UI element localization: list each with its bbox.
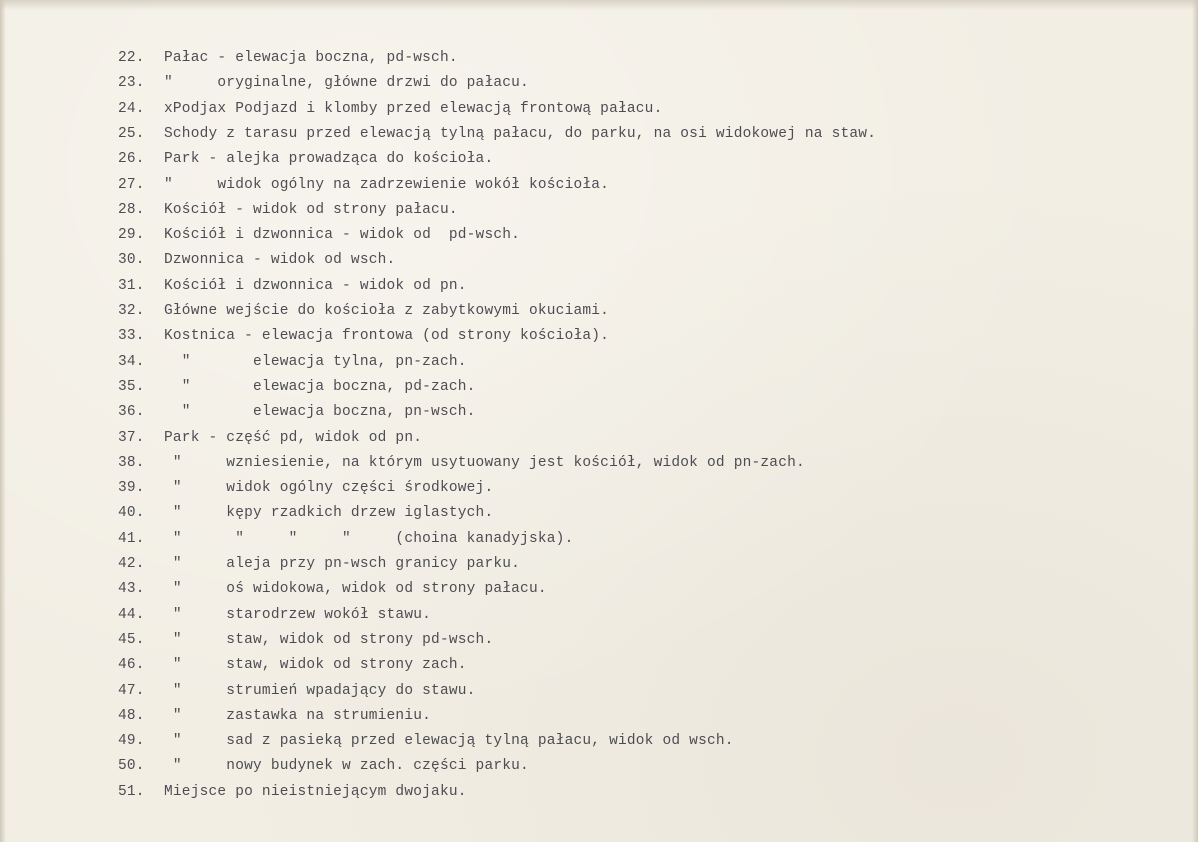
- entry-number: 45.: [118, 631, 145, 648]
- entry-text: " staw, widok od strony pd-wsch.: [164, 631, 494, 648]
- entry-number: 39.: [118, 480, 145, 497]
- entry-text: " elewacja boczna, pn-wsch.: [164, 404, 476, 421]
- entry-text: " aleja przy pn-wsch granicy parku.: [164, 556, 521, 572]
- entry-text: Kościół i dzwonnica - widok od pn.: [164, 277, 467, 294]
- entry-number: 32.: [118, 303, 145, 319]
- entry-text: " oś widokowa, widok od strony pałacu.: [164, 581, 547, 598]
- entry-text: Park - część pd, widok od pn.: [164, 429, 423, 446]
- entry-number: 25.: [118, 125, 145, 142]
- entry-number: 30.: [118, 252, 145, 269]
- entry-number: 37.: [118, 429, 145, 446]
- entry-number: 44.: [118, 606, 145, 623]
- entry-text: " elewacja boczna, pd-zach.: [164, 378, 476, 395]
- entry-number: 46.: [118, 657, 145, 674]
- entry-number: 51.: [118, 783, 145, 800]
- entry-text: Miejsce po nieistniejącym dwojaku.: [164, 783, 467, 800]
- entry-number: 38.: [118, 454, 145, 471]
- entry-number: 49.: [118, 733, 145, 750]
- entry-number: 24.: [118, 100, 145, 117]
- entry-text: " zastawka na strumieniu.: [164, 707, 432, 724]
- entry-text: " nowy budynek w zach. części parku.: [164, 758, 529, 775]
- entry-text: xPodjax Podjazd i klomby przed elewacją frontową pałacu.: [164, 100, 663, 117]
- entry-number: 43.: [118, 581, 145, 598]
- entry-number: 42.: [118, 556, 145, 572]
- entry-text: " elewacja tylna, pn-zach.: [164, 353, 467, 370]
- entry-number: 35.: [118, 378, 145, 395]
- entry-text: Główne wejście do kościoła z zabytkowymi okuciami.: [164, 303, 610, 319]
- entry-text: " widok ogólny części środkowej.: [164, 480, 494, 497]
- entry-number: 41.: [118, 530, 145, 547]
- entry-text: " starodrzew wokół stawu.: [164, 606, 432, 623]
- entry-number: 29.: [118, 227, 145, 244]
- entry-number: 26.: [118, 151, 145, 168]
- entry-number: 28.: [118, 201, 145, 218]
- paper-edge-right: [1192, 0, 1198, 842]
- entry-text: " sad z pasieką przed elewacją tylną pałacu, widok od wsch.: [164, 733, 734, 750]
- entry-text: " widok ogólny na zadrzewienie wokół kościoła.: [164, 176, 610, 193]
- entry-number: 23.: [118, 75, 145, 92]
- entry-text: " oryginalne, główne drzwi do pałacu.: [164, 75, 529, 92]
- entry-text: Kościół i dzwonnica - widok od pd-wsch.: [164, 227, 521, 244]
- entry-text: " wzniesienie, na którym usytuowany jest kościół, widok od pn-zach.: [164, 454, 805, 471]
- paper-edge-left: [0, 0, 6, 842]
- entry-number: 27.: [118, 176, 145, 193]
- entry-number: 34.: [118, 353, 145, 370]
- entry-text: Pałac - elewacja boczna, pd-wsch.: [164, 50, 458, 66]
- entry-number: 48.: [118, 707, 145, 724]
- entry-number: 40.: [118, 505, 145, 522]
- entry-number: 22.: [118, 50, 145, 66]
- paper-edge-top: [0, 0, 1198, 10]
- entry-text: Kostnica - elewacja frontowa (od strony kościoła).: [164, 328, 610, 345]
- entry-text: " kępy rzadkich drzew iglastych.: [164, 505, 494, 522]
- entry-text: Kościół - widok od strony pałacu.: [164, 201, 458, 218]
- entry-text: Dzwonnica - widok od wsch.: [164, 252, 396, 269]
- entry-number: 31.: [118, 277, 145, 294]
- entry-text: " strumień wpadający do stawu.: [164, 682, 476, 699]
- entry-text: " " " " (choina kanadyjska).: [164, 530, 574, 547]
- entry-text: Park - alejka prowadząca do kościoła.: [164, 151, 494, 168]
- entry-number: 50.: [118, 758, 145, 775]
- entry-number: 47.: [118, 682, 145, 699]
- entry-text: " staw, widok od strony zach.: [164, 657, 467, 674]
- entry-text: Schody z tarasu przed elewacją tylną pałacu, do parku, na osi widokowej na staw.: [164, 125, 877, 142]
- entry-number: 36.: [118, 404, 145, 421]
- entry-number: 33.: [118, 328, 145, 345]
